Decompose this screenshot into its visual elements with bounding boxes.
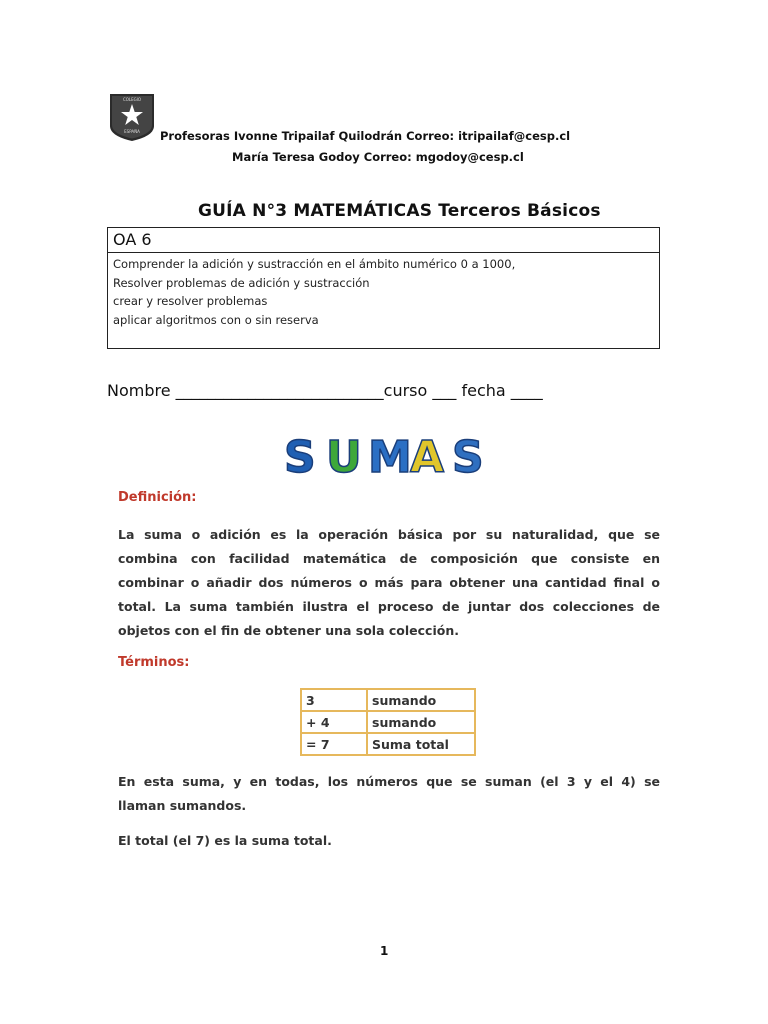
objective-heading: OA 6 xyxy=(108,228,659,253)
total-explanation: El total (el 7) es la suma total. xyxy=(118,833,332,848)
definition-line: total. La suma también ilustra el proceso de juntar dos colecciones de xyxy=(118,599,660,614)
logo-text-bottom: ESPAÑA xyxy=(124,129,140,134)
table-row xyxy=(301,689,475,711)
table-row xyxy=(301,711,475,733)
page-number: 1 xyxy=(380,944,389,958)
objective-line: aplicar algoritmos con o sin reserva xyxy=(113,312,319,327)
sumas-logo-art xyxy=(282,430,498,478)
table-cell: sumando xyxy=(367,689,475,711)
objective-line: Resolver problemas de adición y sustracción xyxy=(113,275,370,290)
table-cell: sumando xyxy=(367,711,475,733)
sumas-letter: A xyxy=(410,432,445,478)
table-cell: 3 xyxy=(301,689,367,711)
school-crest-star-icon xyxy=(108,92,156,142)
table-cell: + 4 xyxy=(301,711,367,733)
sum-explanation-line: En esta suma, y en todas, los números que se suman (el 3 y el 4) se xyxy=(118,774,660,789)
definition-heading: Definición: xyxy=(118,490,197,505)
sumas-letter: S xyxy=(452,432,484,478)
definition-line: objetos con el fin de obtener una sola colección. xyxy=(118,623,459,638)
terms-table xyxy=(300,688,476,756)
definition-paragraph xyxy=(118,523,660,643)
logo-text-top: COLEGIO xyxy=(122,97,142,102)
table-cell: = 7 xyxy=(301,733,367,755)
school-logo xyxy=(108,92,156,142)
table-cell: Suma total xyxy=(367,733,475,755)
teachers-line-1: Profesoras Ivonne Tripailaf Quilodrán Correo: itripailaf@cesp.cl xyxy=(160,129,571,143)
definition-line: combinar o añadir dos números o más para obtener una cantidad final o xyxy=(118,575,660,590)
sum-explanation-line: llaman sumandos. xyxy=(118,798,247,813)
objective-line: crear y resolver problemas xyxy=(113,294,268,308)
objective-line: Comprender la adición y sustracción en el ámbito numérico 0 a 1000, xyxy=(113,257,516,271)
sumas-letter: U xyxy=(326,432,362,478)
sumas-logo xyxy=(282,430,498,478)
teachers-line-2: María Teresa Godoy Correo: mgodoy@cesp.cl xyxy=(232,150,524,164)
sum-explanation xyxy=(118,770,660,818)
sumas-letter: S xyxy=(284,432,316,478)
terms-heading: Términos: xyxy=(118,655,190,670)
sumas-letter: M xyxy=(368,432,412,478)
objective-box xyxy=(107,227,660,349)
definition-line: La suma o adición es la operación básica por su naturalidad, que se xyxy=(118,527,660,542)
objective-lines xyxy=(108,253,659,329)
table-row xyxy=(301,733,475,755)
page-title: GUÍA N°3 MATEMÁTICAS Terceros Básicos xyxy=(198,201,601,221)
student-info-line: Nombre __________________________curso ___ fecha ____ xyxy=(107,381,543,400)
definition-line: combina con facilidad matemática de composición que consiste en xyxy=(118,551,660,566)
